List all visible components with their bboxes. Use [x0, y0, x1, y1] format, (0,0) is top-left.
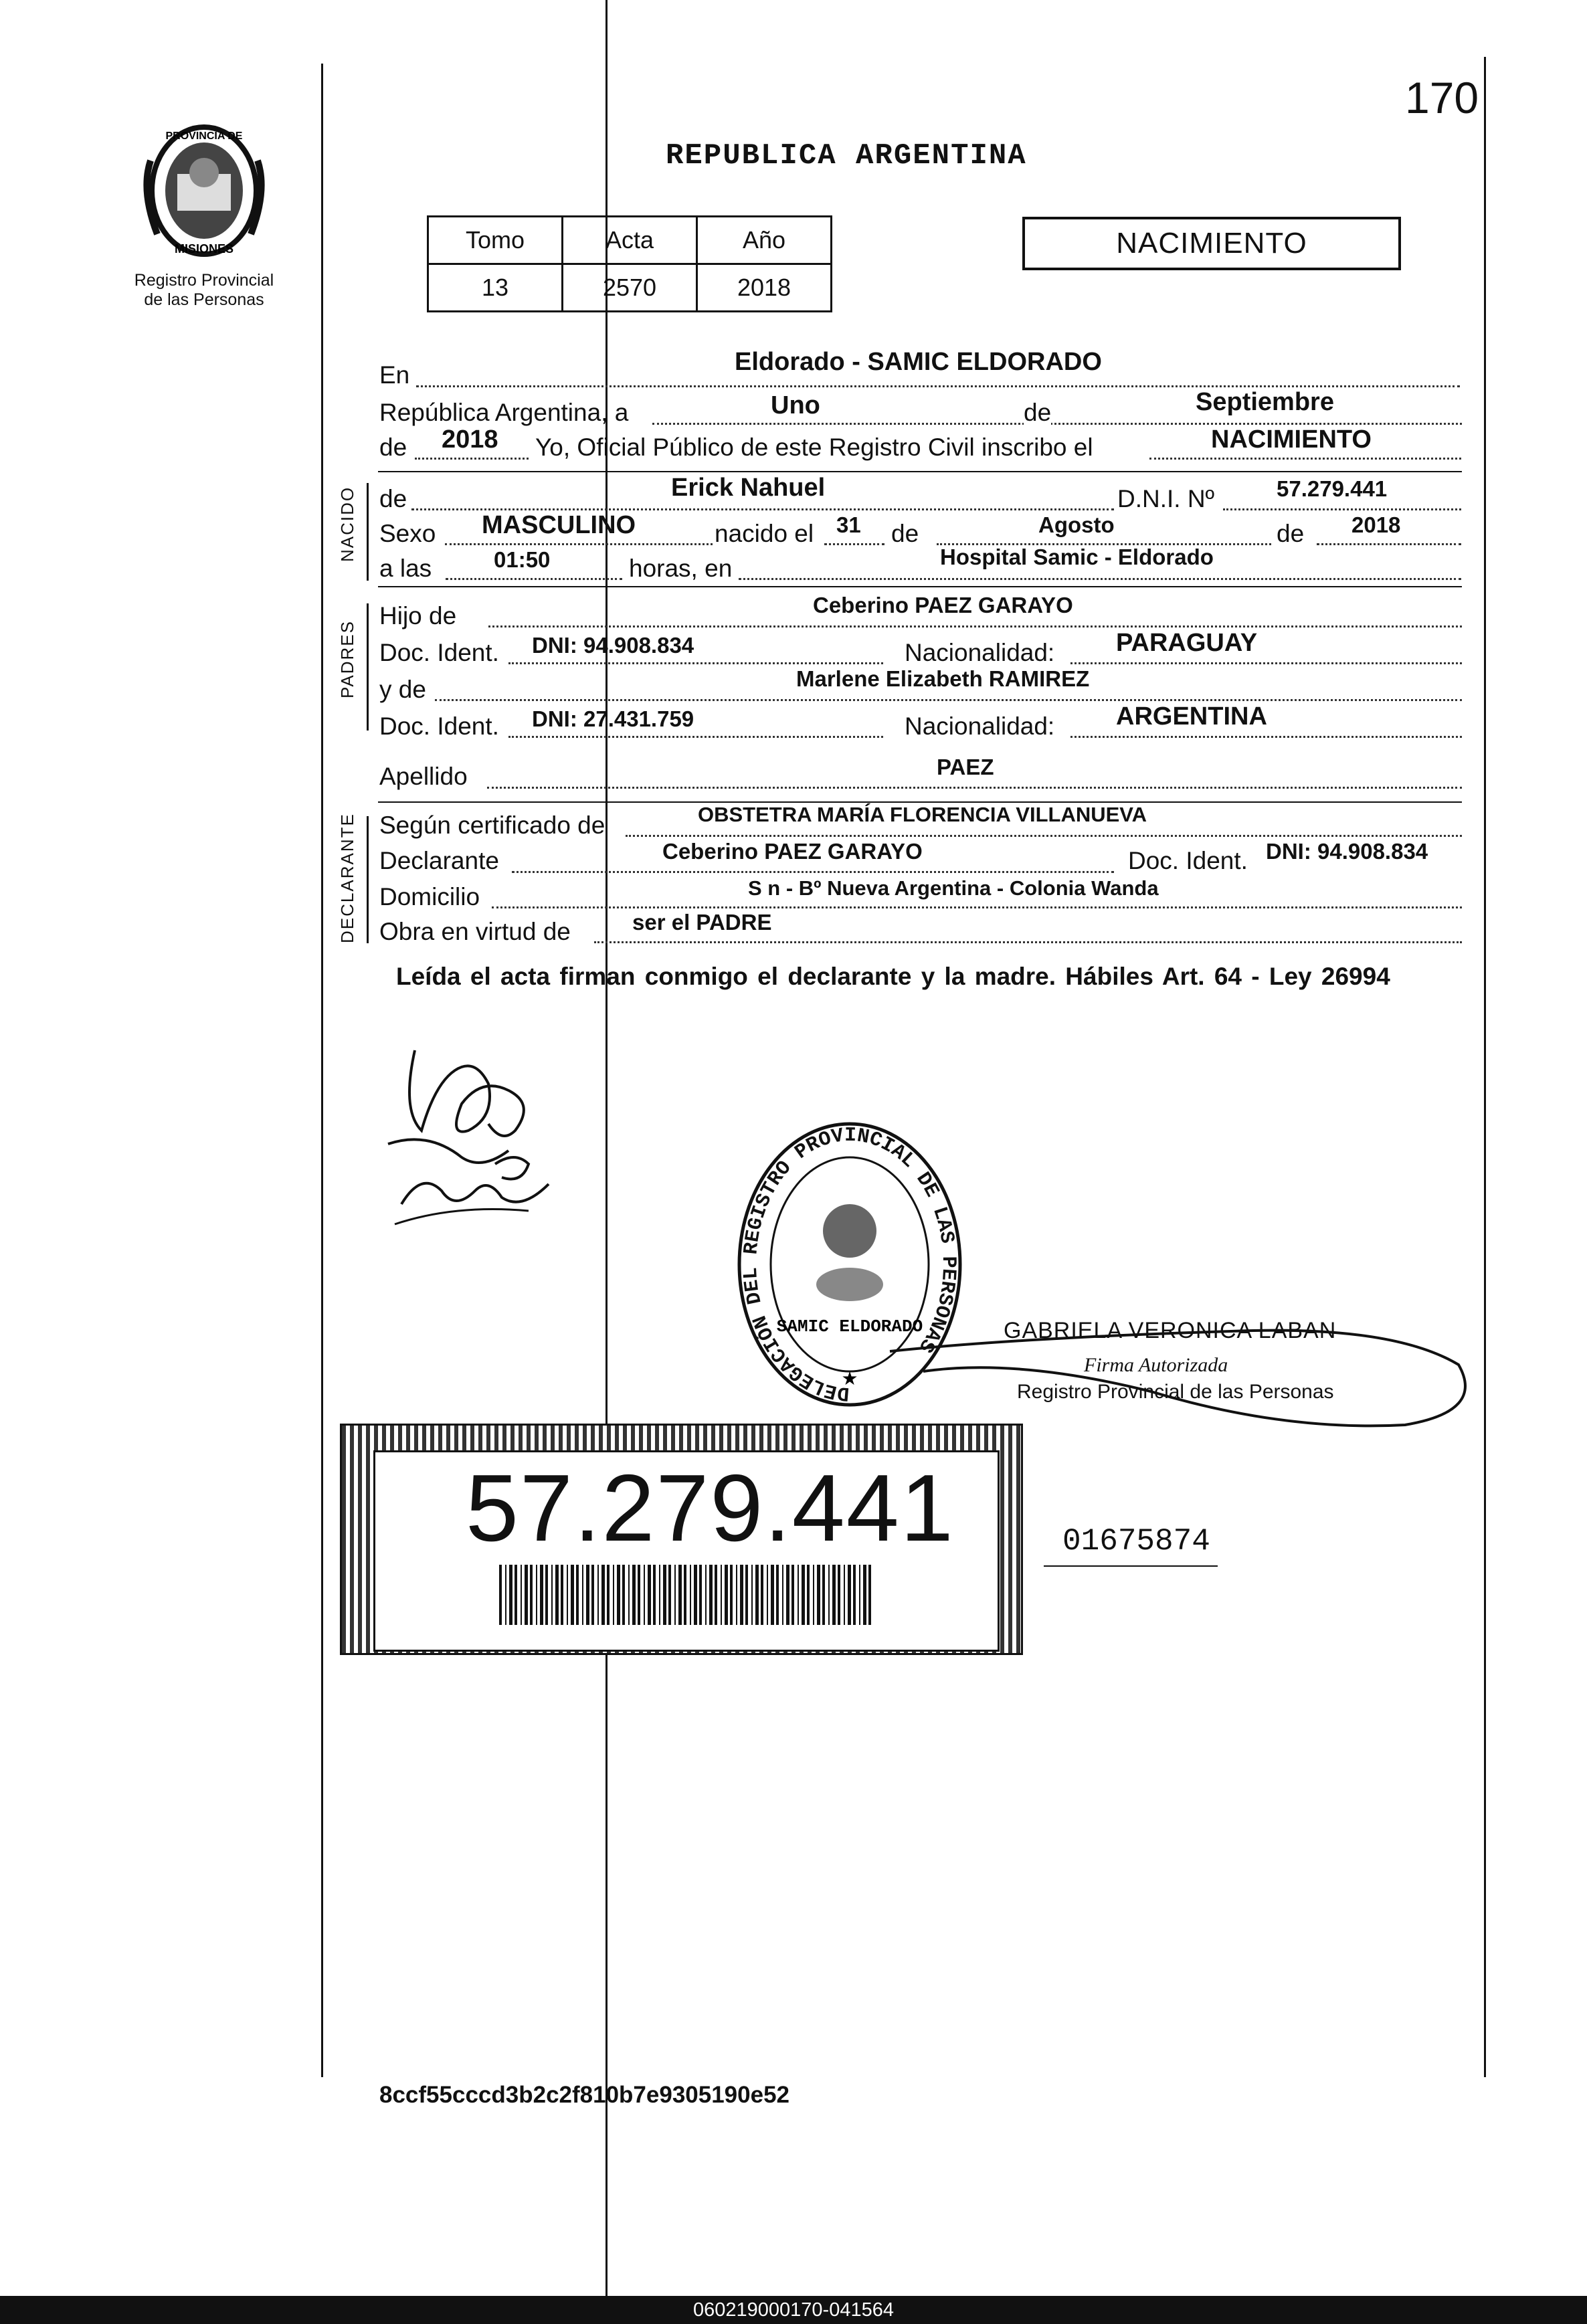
tomo-header: Tomo [428, 217, 563, 264]
dots [415, 458, 529, 460]
dots [508, 662, 883, 664]
birth-time: 01:50 [494, 547, 551, 572]
barcode [499, 1565, 874, 1625]
dni-sticker [373, 1450, 1000, 1652]
father-doc-label: Doc. Ident. [379, 639, 499, 666]
sexo-label: Sexo [379, 520, 436, 547]
official-office: Registro Provincial de las Personas [1017, 1381, 1334, 1403]
doc-type-box [1022, 217, 1401, 270]
dots [594, 941, 1462, 943]
registrar-text: Yo, Oficial Público de este Registro Civil inscribo el [535, 433, 1093, 461]
province-logo [137, 120, 271, 261]
decl-doc: DNI: 94.908.834 [1266, 839, 1428, 864]
horas-label: horas, en [629, 555, 733, 582]
birth-place: Hospital Samic - Eldorado [940, 545, 1214, 569]
official-role: Firma Autorizada [1084, 1354, 1228, 1376]
logo-caption: Registro Provincial de las Personas [134, 271, 274, 309]
de-label: de [1024, 399, 1052, 426]
mother-doc: DNI: 27.431.759 [532, 706, 694, 731]
apellido-label: Apellido [379, 763, 468, 790]
dots [626, 835, 1462, 837]
section-rule [378, 586, 1462, 587]
dni-number: 57.279.441 [466, 1455, 955, 1561]
birth-month: Agosto [1038, 512, 1115, 537]
stamp-ring-text: DELEGACIÓN DEL REGISTRO PROVINCIAL DE LAS PERSONAS [739, 1124, 960, 1405]
cert-value: OBSTETRA MARÍA FLORENCIA VILLANUEVA [698, 803, 1147, 826]
anio-header: Año [697, 217, 832, 264]
dots [435, 699, 1462, 701]
mother-nationality: ARGENTINA [1116, 702, 1267, 731]
dots [512, 871, 1114, 873]
dom-value: S n - Bº Nueva Argentina - Colonia Wanda [748, 876, 1159, 900]
apellido-value: PAEZ [937, 755, 994, 779]
cert-label: Según certificado de [379, 811, 605, 839]
dots [1070, 662, 1462, 664]
dots [411, 508, 1114, 510]
dots [652, 423, 1462, 425]
dots [1149, 458, 1461, 460]
declarante-label: DECLARANTE [337, 813, 357, 943]
nacido-el-label: nacido el [715, 520, 814, 547]
birth-de-label: de [891, 520, 919, 547]
child-dni: 57.279.441 [1277, 476, 1388, 501]
intro-month: Septiembre [1196, 388, 1334, 416]
birth-day: 31 [836, 512, 861, 537]
father-name: Ceberino PAEZ GARAYO [813, 593, 1073, 617]
serial-underline [1044, 1565, 1218, 1567]
right-margin-line [1484, 57, 1486, 2077]
a-las-label: a las [379, 555, 432, 582]
dots [739, 578, 1461, 580]
father-nat-label: Nacionalidad: [905, 639, 1055, 666]
dots [1317, 543, 1461, 545]
section-rule [378, 471, 1462, 472]
stamp-center-text: SAMIC ELDORADO [776, 1317, 923, 1337]
anio-value: 2018 [697, 264, 832, 312]
nacido-bracket [367, 483, 369, 581]
dots [824, 543, 884, 545]
intro-year: 2018 [442, 425, 498, 454]
svg-text:MISIONES: MISIONES [174, 242, 234, 256]
acta-value: 2570 [563, 264, 697, 312]
nacido-de-label: de [379, 485, 407, 512]
obra-value: ser el PADRE [632, 910, 772, 935]
dots [488, 625, 1462, 627]
dots [487, 787, 1462, 789]
footer-bar [0, 2296, 1587, 2324]
dni-label: D.N.I. Nº [1117, 485, 1215, 512]
mother-doc-label: Doc. Ident. [379, 712, 499, 740]
en-label: En [379, 361, 410, 389]
child-sex: MASCULINO [482, 511, 636, 539]
svg-text:★: ★ [841, 1368, 858, 1389]
intro-event: NACIMIENTO [1211, 425, 1372, 454]
birth-year: 2018 [1351, 512, 1401, 537]
svg-text:PROVINCIA DE: PROVINCIA DE [165, 130, 243, 142]
padres-bracket [367, 603, 369, 731]
country-title: REPUBLICA ARGENTINA [666, 139, 1027, 173]
obra-label: Obra en virtud de [379, 918, 571, 945]
dots [1070, 736, 1462, 738]
intro-place: Eldorado - SAMIC ELDORADO [735, 348, 1102, 376]
padres-label: PADRES [337, 620, 357, 698]
birth-de-label-2: de [1277, 520, 1305, 547]
official-name: GABRIELA VERONICA LABAN [1004, 1318, 1337, 1343]
document-hash: 8ccf55cccd3b2c2f810b7e9305190e52 [379, 2082, 790, 2108]
dots [446, 578, 622, 580]
father-nationality: PARAGUAY [1116, 629, 1258, 657]
serial-number: 01675874 [1062, 1524, 1210, 1559]
footer-code: 060219000170-041564 [693, 2299, 894, 2321]
left-margin-line [321, 64, 323, 2077]
nacido-label: NACIDO [337, 486, 357, 562]
dots [508, 736, 883, 738]
hijo-label: Hijo de [379, 602, 457, 630]
record-table [427, 215, 832, 312]
dom-label: Domicilio [379, 883, 480, 910]
page-number: 170 [1405, 73, 1479, 122]
decl-label: Declarante [379, 847, 499, 874]
child-name: Erick Nahuel [671, 474, 826, 502]
dots [416, 385, 1460, 387]
year-prefix: de [379, 433, 407, 461]
tomo-value: 13 [428, 264, 563, 312]
father-doc: DNI: 94.908.834 [532, 633, 694, 658]
mother-nat-label: Nacionalidad: [905, 712, 1055, 740]
closing-text: Leída el acta firman conmigo el declarante y la madre. Hábiles Art. 64 - Ley 26994 [396, 963, 1390, 990]
intro-day: Uno [771, 391, 820, 419]
decl-name: Ceberino PAEZ GARAYO [662, 839, 923, 864]
dots [445, 543, 713, 545]
republic-label: República Argentina, a [379, 399, 629, 426]
acta-header: Acta [563, 217, 697, 264]
decl-doc-label: Doc. Ident. [1128, 847, 1248, 874]
yde-label: y de [379, 676, 426, 703]
dots [492, 906, 1462, 908]
declarant-signatures [375, 1030, 582, 1231]
declarante-bracket [367, 816, 369, 943]
doc-type: NACIMIENTO [1116, 227, 1307, 260]
dots [1223, 508, 1461, 510]
mother-name: Marlene Elizabeth RAMIREZ [796, 666, 1090, 691]
fold-line [605, 0, 608, 2301]
